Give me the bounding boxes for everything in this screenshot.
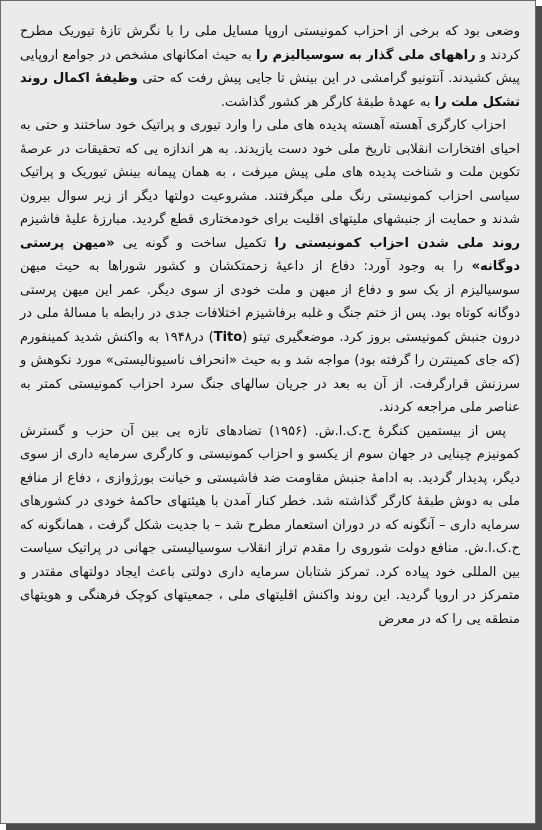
paragraph-2-segment-5: را به وجود آورد: دفاع از داعیهٔ زحمتکشان و کشور شوراها به حیث میهن سوسیالیزم از یک سو و دفاع از میهن و ملت خودی از سوی دیگر. عمر این میهن پرستی دوگانه کوتاه بود. پس از ختم جنگ و غلبه برفاشیزم اختلافات جدی در رابطه با مسالهٔ ملی در درون جنبش کمونیستی بروز کرد. موضعگیری تیتو ( (20, 259, 520, 345)
paragraph-2-bold-nationalization: روند ملی شدن احزاب کمونیستی را (274, 235, 520, 251)
paragraph-2-bold-tito: Tito (213, 329, 243, 345)
paragraph-1-segment-1: وضعی بود که برخی از احزاب کمونیستی اروپا مسایل ملی را با نگرش تازهٔ تیوریک مطرح کردند و (20, 24, 520, 63)
paragraph-3 (20, 420, 520, 632)
page-shadow-right (536, 6, 542, 830)
paragraph-1-segment-3: به حیث امکانهای مشخص در جوامع اروپایی پیش کشیدند. آنتونیو گرامشی در این بینش تا جایی پیش رفت که حتی (20, 47, 520, 86)
paragraph-1-bold-national-paths: راههای ملی گذار به سوسیالیزم را (256, 47, 476, 63)
paragraph-1-segment-5: به عهدهٔ طبقهٔ کارگر هر کشور گذاشت. (220, 94, 435, 110)
document-text (20, 20, 520, 631)
paragraph-2-segment-1: احزاب کارگری آهسته آهسته پدیده های ملی را وارد تیوری و پراتیک خود ساختند و حتی به احیای افتخارات انقلابی تاریخ ملی خود دست یازیدند. به هر اندازه یی که تحقیقات در عرصهٔ تکوین ملت و شناخت پدیده های ملی پیش میرفت ، به همان پیمانه بینش تیوریک و پراتیک سیاسی احزاب کمونیستی رنگ ملی میگرفتند. مشروعیت دولتها دیگر از زیر سوال بیرون شدند و حمایت از جنبشهای ملیتهای اقلیت برای خودمختاری قطع گردید. مبارزهٔ علیهٔ فاشیزم (20, 118, 520, 227)
page-shadow-bottom (6, 824, 542, 830)
paragraph-2-segment-7: ) در۱۹۴۸ به واکنش شدید کمینفورم (که جای کمینترن را گرفته بود) مواجه شد و به حیث «انحراف ناسیونالیستی» مورد نکوهش و سرزنش قرارگرفت. از آن به بعد در جریان سالهای جنگ سرد احزاب کمونیستی کمتر به عناصر ملی مراجعه کردند. (20, 329, 520, 415)
paragraph-3-segment-1: پس از بیستمین کنگرهٔ ح.ک.ا.ش. (۱۹۵۶) تضادهای تازه یی بین آن حزب و گسترش کمونیزم چینایی در جهان سوم از یکسو و احزاب کمونیستی و کارگری سرمایه داری از سوی دیگر، پدیدار گردید. به ادامهٔ جنبش مقاومت ضد فاشیستی و خیانت بورژوازی ، دفاع از منافع ملی به دوش طبقهٔ کارگر گذاشته شد. خطر کنار آمدن با هیئتهای حاکمهٔ خودی در کشورهای سرمایه داری – آنگونه که در دوران استعمار مطرح شد – با جدیت شکل گرفت ، همانگونه که ح.ک.ا.ش. منافع دولت شوروی را مقدم تراز انقلاب سوسیالیستی جهانی در پراتیک سیاست بین المللی خود پیاده کرد. تمرکز شتابان سرمایه داری دولتی باعث ایجاد دولتهای مقتدر و متمرکز در اروپا گردید. این روند واکنش اقلیتهای ملی ، جمعیتهای کوچک فرهنگی و هویتهای منطقه یی را که در معرض (20, 423, 520, 627)
paragraph-2-segment-3: تکمیل ساخت و گونه یی (114, 235, 275, 251)
paragraph-1-bold-nation-building: وظیفهٔ اکمال روند تشکل ملت را (20, 71, 520, 110)
paragraph-2-bold-dual-patriotism: «میهن پرستی دوگانه» (20, 235, 520, 274)
paragraph-2 (20, 114, 520, 420)
paragraph-1 (20, 20, 520, 114)
